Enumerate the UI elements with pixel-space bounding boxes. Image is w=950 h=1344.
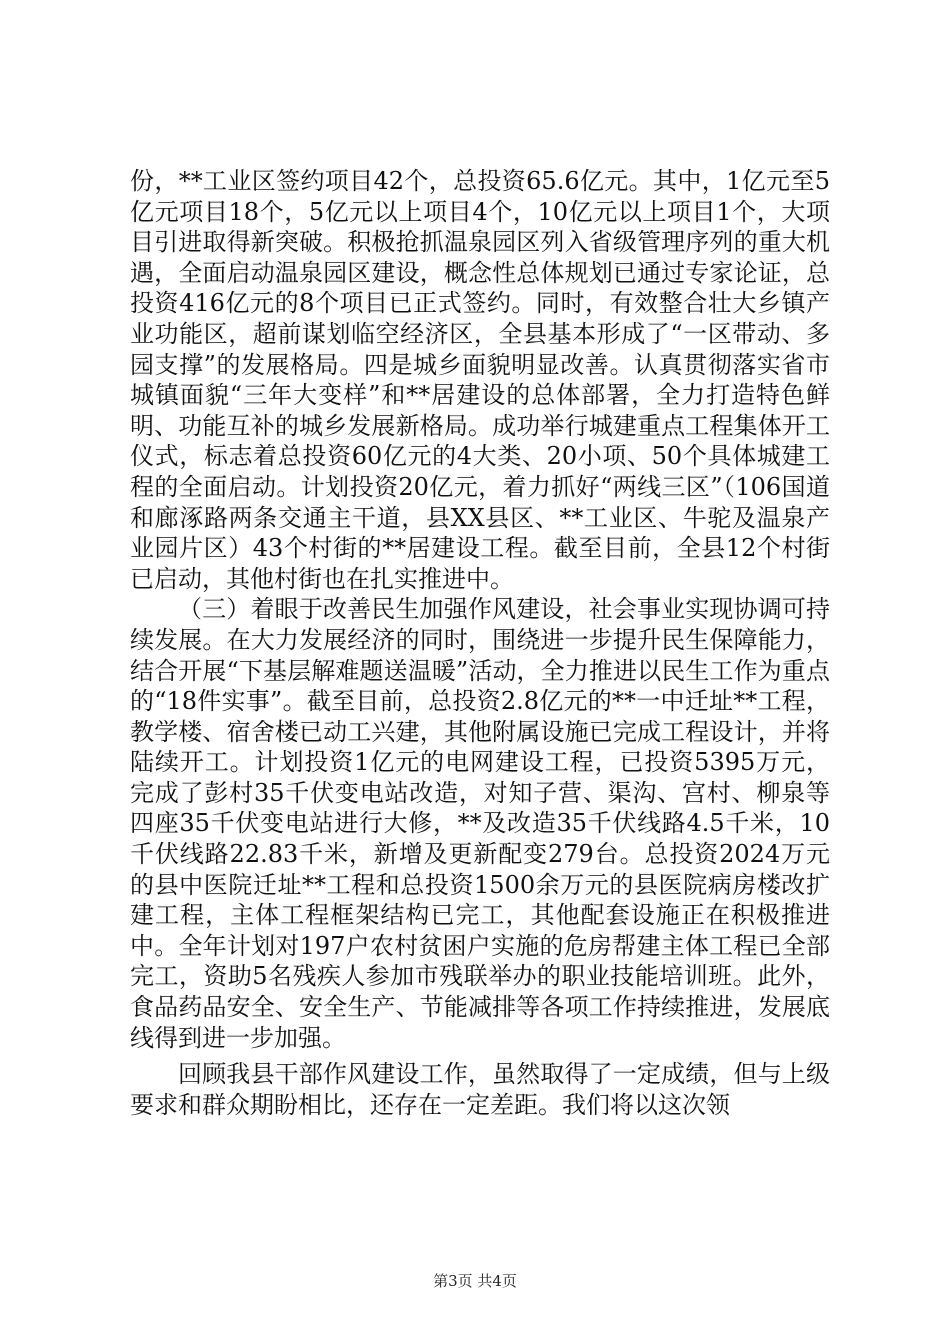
paragraph-review: 回顾我县干部作风建设工作，虽然取得了一定成绩，但与上级要求和群众期盼相比，还存在一定差距。我们将以这次领 (130, 1060, 830, 1119)
document-body (130, 166, 830, 1120)
paragraph-section-three: （三）着眼于改善民生加强作风建设，社会事业实现协调可持续发展。在大力发展经济的同时，围绕进一步提升民生保障能力，结合开展“下基层解难题送温暖”活动，全力推进以民生工作为重点的“18件实事”。截至目前，总投资2.8亿元的**一中迁址**工程，教学楼、宿舍楼已动工兴建，其他附属设施已完成工程设计，并将陆续开工。计划投资1亿元的电网建设工程，已投资5395万元，完成了彭村35千伏变电站改造，对知子营、渠沟、宫村、柳泉等四座35千伏变电站进行大修，**及改造35千伏线路4.5千米，10千伏线路22.83千米，新增及更新配变279台。总投资2024万元的县中医院迁址**工程和总投资1500余万元的县医院病房楼改扩建工程，主体工程框架结构已完工，其他配套设施正在积极推进中。全年计划对197户农村贫困户实施的危房帮建主体工程已全部完工，资助5名残疾人参加市残联举办的职业技能培训班。此外，食品药品安全、安全生产、节能减排等各项工作持续推进，发展底线得到进一步加强。 (130, 595, 830, 1052)
paragraph-continuation: 份，**工业区签约项目42个，总投资65.6亿元。其中，1亿元至5亿元项目18个，5亿元以上项目4个，10亿元以上项目1个，大项目引进取得新突破。积极抢抓温泉园区列入省级管理序列的重大机遇，全面启动温泉园区建设，概念性总体规划已通过专家论证，总投资416亿元的8个项目已正式签约。同时，有效整合壮大乡镇产业功能区，超前谋划临空经济区，全县基本形成了“一区带动、多园支撑”的发展格局。四是城乡面貌明显改善。认真贯彻落实省市城镇面貌“三年大变样”和**居建设的总体部署，全力打造特色鲜明、功能互补的城乡发展新格局。成功举行城建重点工程集体开工仪式，标志着总投资60亿元的4大类、20小项、50个具体城建工程的全面启动。计划投资20亿元，着力抓好“两线三区”（106国道和廊涿路两条交通主干道，县XX县区、**工业区、牛驼及温泉产业园片区）43个村街的**居建设工程。截至目前，全县12个村街已启动，其他村街也在扎实推进中。 (130, 167, 830, 593)
page-number-footer: 第3页 共4页 (433, 1272, 517, 1290)
